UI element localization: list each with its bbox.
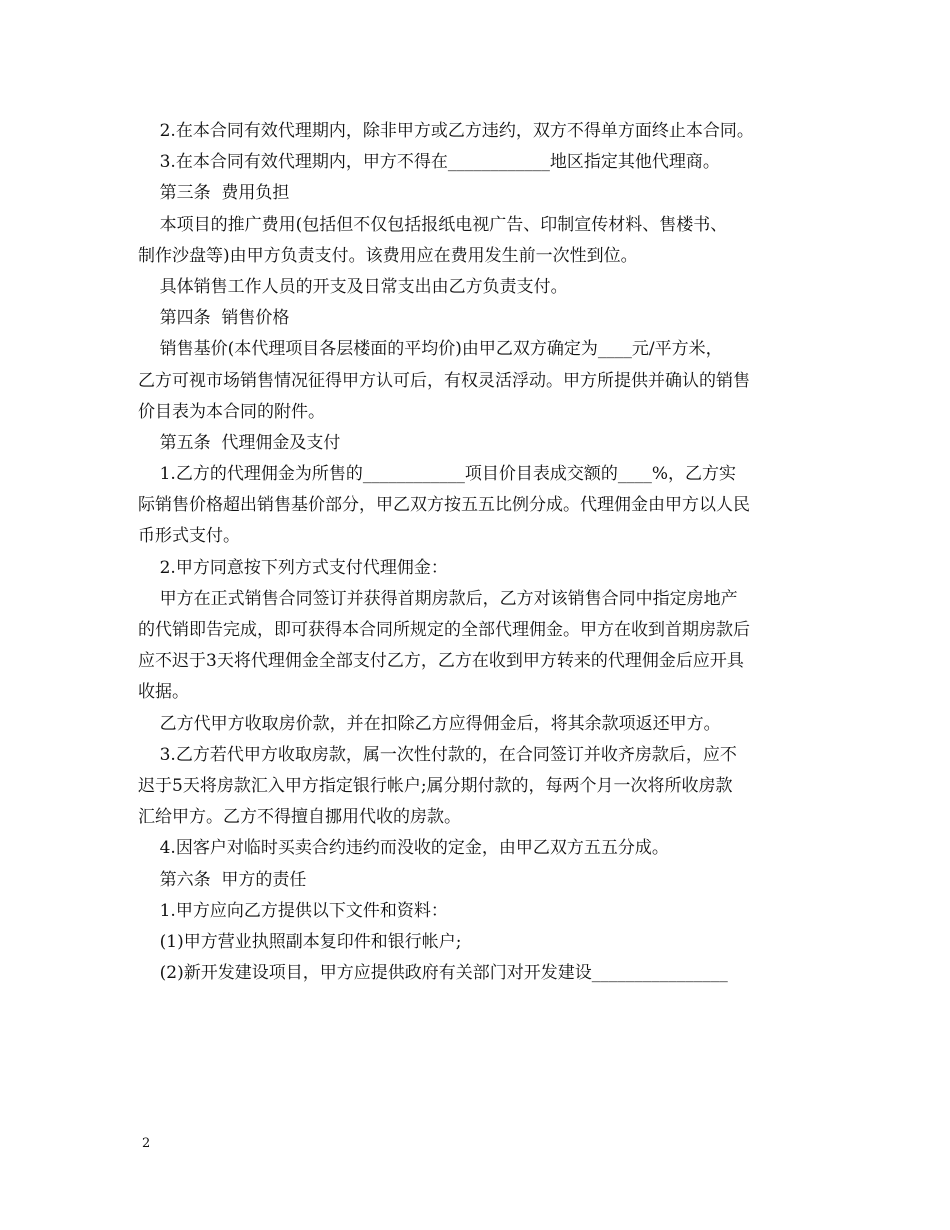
paragraph-line: 3.在本合同有效代理期内，甲方不得在____________地区指定其他代理商。 bbox=[138, 152, 720, 173]
paragraph-line: (1)甲方营业执照副本复印件和银行帐户; bbox=[138, 931, 462, 952]
paragraph-line: 1.甲方应向乙方提供以下文件和资料： bbox=[138, 900, 448, 921]
paragraph-line: 1.乙方的代理佣金为所售的____________项目价目表成交额的____%，乙方实 bbox=[138, 464, 736, 485]
paragraph-line: 乙方代甲方收取房价款，并在扣除乙方应得佣金后，将其余款项返还甲方。 bbox=[138, 713, 721, 734]
section-heading: 第四条 销售价格 bbox=[138, 308, 290, 329]
paragraph-line: 2.在本合同有效代理期内，除非甲方或乙方违约，双方不得单方面终止本合同。 bbox=[138, 121, 754, 141]
paragraph-line: 甲方在正式销售合同签订并获得首期房款后，乙方对该销售合同中指定房地产 bbox=[138, 588, 738, 609]
section-heading: 第五条 代理佣金及支付 bbox=[138, 432, 341, 453]
paragraph-line: (2)新开发建设项目，甲方应提供政府有关部门对开发建设________________ bbox=[138, 963, 728, 984]
paragraph-line: 本项目的推广费用(包括但不仅包括报纸电视广告、印制宣传材料、售楼书、 bbox=[138, 214, 728, 235]
document-body bbox=[138, 116, 828, 989]
paragraph-line: 制作沙盘等)由甲方负责支付。该费用应在费用发生前一次性到位。 bbox=[138, 245, 638, 266]
paragraph-line: 销售基价(本代理项目各层楼面的平均价)由甲乙双方确定为____元/平方米， bbox=[138, 339, 723, 360]
paragraph-line: 应不迟于3天将代理佣金全部支付乙方，乙方在收到甲方转来的代理佣金后应开具 bbox=[138, 651, 744, 672]
paragraph-line: 币形式支付。 bbox=[138, 526, 240, 547]
paragraph-line: 际销售价格超出销售基价部分，甲乙双方按五五比例分成。代理佣金由甲方以人民 bbox=[138, 495, 750, 516]
section-heading: 第三条 费用负担 bbox=[138, 183, 290, 204]
page-number: 2 bbox=[142, 1136, 151, 1151]
paragraph-line: 2.甲方同意按下列方式支付代理佣金： bbox=[138, 557, 448, 578]
paragraph-line: 汇给甲方。乙方不得擅自挪用代收的房款。 bbox=[138, 807, 461, 828]
paragraph-line: 3.乙方若代甲方收取房款，属一次性付款的，在合同签订并收齐房款后，应不 bbox=[138, 744, 737, 765]
paragraph-line: 乙方可视市场销售情况征得甲方认可后，有权灵活浮动。甲方所提供并确认的销售 bbox=[138, 370, 750, 391]
paragraph-line: 收据。 bbox=[138, 682, 189, 703]
paragraph-line: 的代销即告完成，即可获得本合同所规定的全部代理佣金。甲方在收到首期房款后 bbox=[138, 620, 750, 640]
paragraph-line: 具体销售工作人员的开支及日常支出由乙方负责支付。 bbox=[138, 276, 568, 297]
section-heading: 第六条 甲方的责任 bbox=[138, 869, 307, 890]
paragraph-line: 迟于5天将房款汇入甲方指定银行帐户;属分期付款的，每两个月一次将所收房款 bbox=[138, 775, 733, 796]
paragraph-line: 4.因客户对临时买卖合约违约而没收的定金，由甲乙双方五五分成。 bbox=[138, 838, 669, 859]
paragraph-line: 价目表为本合同的附件。 bbox=[138, 401, 325, 422]
